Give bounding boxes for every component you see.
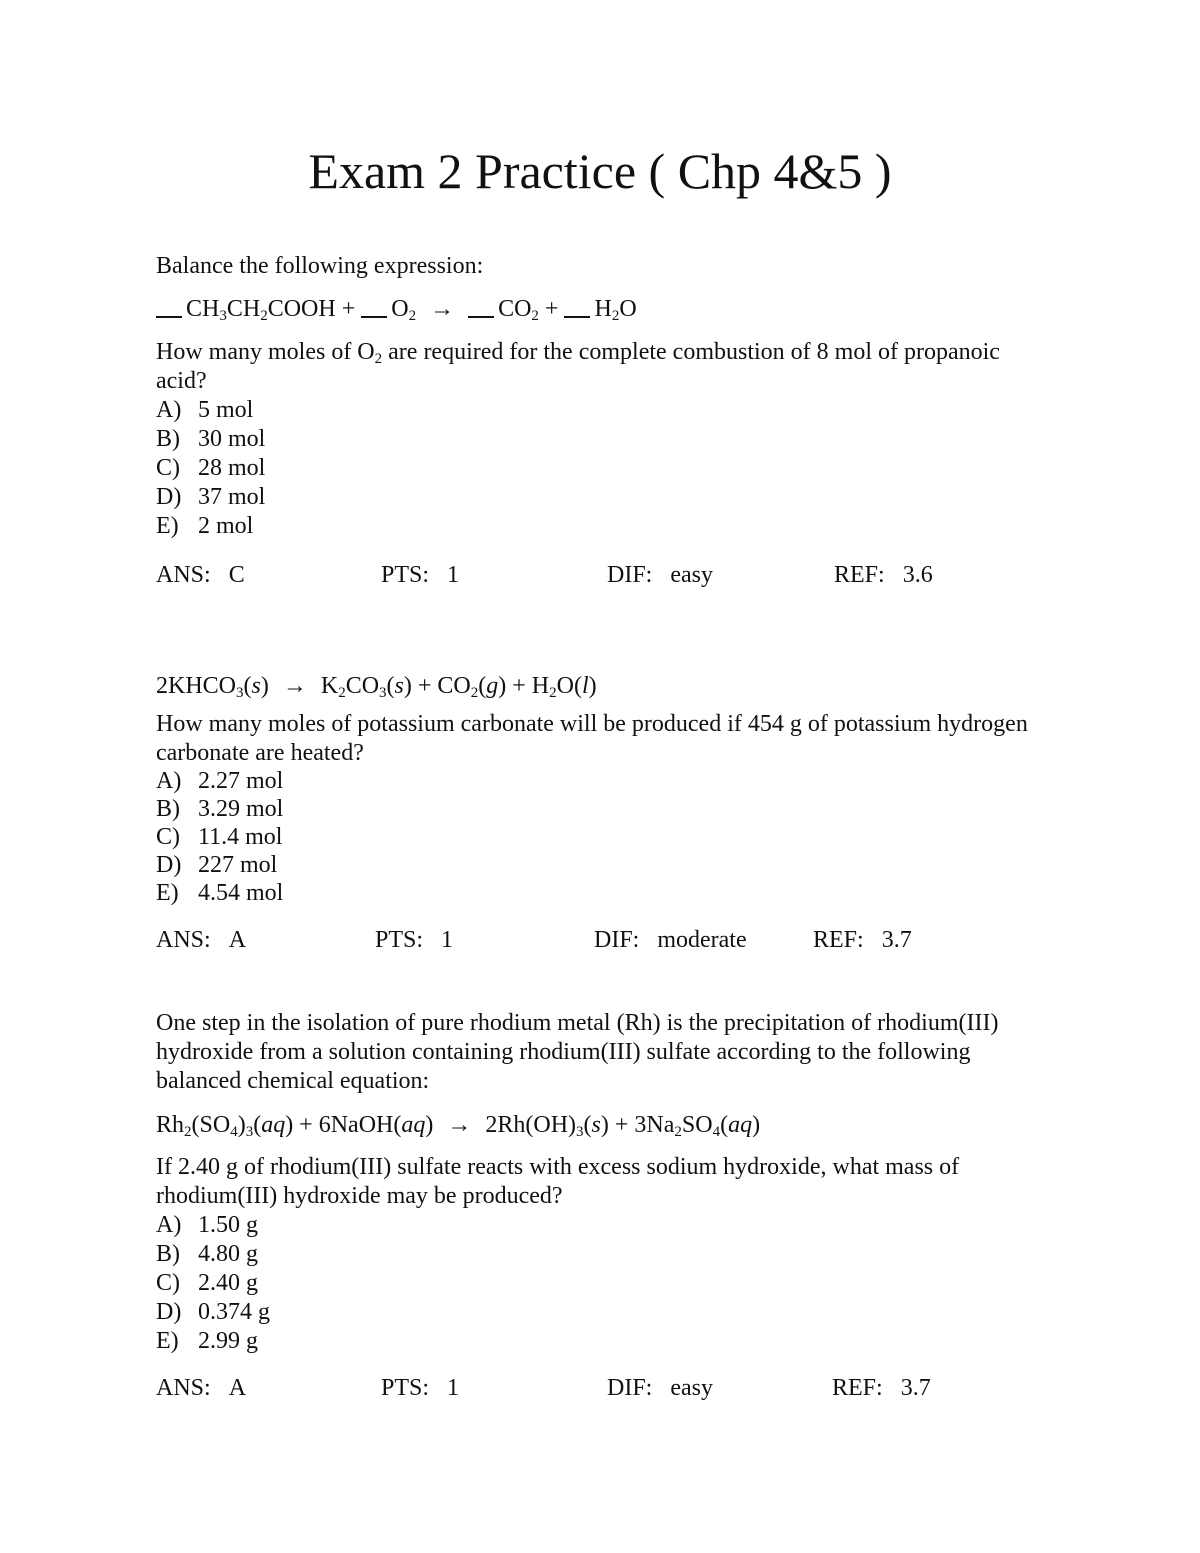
q1-instruction: Balance the following expression:: [156, 253, 484, 279]
q1-points: PTS: 1: [381, 562, 460, 588]
q3-answer: ANS: A: [156, 1375, 247, 1401]
blank-line: [468, 298, 494, 318]
q1-option-d: D) 37 mol: [156, 484, 266, 510]
q2-reference: REF: 3.7: [813, 927, 912, 953]
q3-intro-line1: One step in the isolation of pure rhodium metal (Rh) is the precipitation of rhodium(III): [156, 1010, 999, 1036]
q2-points: PTS: 1: [375, 927, 454, 953]
q2-option-c: C) 11.4 mol: [156, 824, 283, 850]
reaction-arrow: →: [447, 1112, 472, 1138]
q2-question-line2: carbonate are heated?: [156, 740, 364, 766]
q3-option-e: E) 2.99 g: [156, 1328, 258, 1354]
q3-option-d: D) 0.374 g: [156, 1299, 270, 1325]
reaction-arrow: →: [430, 296, 455, 322]
q1-equation: $CH_3CH_2COOH + O_2 \to CO_2 + H_2O$: [156, 295, 637, 324]
q3-option-a: A) 1.50 g: [156, 1212, 258, 1238]
q3-option-c: C) 2.40 g: [156, 1270, 258, 1296]
q1-option-b: B) 30 mol: [156, 426, 266, 452]
q1-answer: ANS: C: [156, 562, 245, 588]
q1-question-line1: How many moles of $O_2$ are required for the complete combustion of 8 mol of propanoic: [156, 339, 1000, 367]
q3-points: PTS: 1: [381, 1375, 460, 1401]
q2-option-d: D) 227 mol: [156, 852, 278, 878]
q2-option-e: E) 4.54 mol: [156, 880, 284, 906]
blank-line: [361, 298, 387, 318]
q2-option-b: B) 3.29 mol: [156, 796, 284, 822]
blank-line: [156, 298, 182, 318]
q1-option-a: A) 5 mol: [156, 397, 254, 423]
reaction-arrow: →: [282, 673, 307, 699]
q2-equation: $2KHCO_3(s) \to K_2CO_3(s) + CO_2(g) + H_2O(l)$: [156, 673, 597, 701]
q3-intro-line2: hydroxide from a solution containing rhodium(III) sulfate according to the following: [156, 1039, 971, 1065]
blank-line: [564, 298, 590, 318]
q3-reference: REF: 3.7: [832, 1375, 931, 1401]
q2-option-a: A) 2.27 mol: [156, 768, 284, 794]
q2-answer: ANS: A: [156, 927, 247, 953]
q1-option-c: C) 28 mol: [156, 455, 266, 481]
q2-difficulty: DIF: moderate: [594, 927, 747, 953]
q2-question-line1: How many moles of potassium carbonate will be produced if 454 g of potassium hydrogen: [156, 711, 1028, 737]
q3-option-b: B) 4.80 g: [156, 1241, 258, 1267]
page-title: Exam 2 Practice ( Chp 4&5 ): [308, 143, 892, 199]
q1-difficulty: DIF: easy: [607, 562, 713, 588]
q3-question-line2: rhodium(III) hydroxide may be produced?: [156, 1183, 563, 1209]
q1-option-e: E) 2 mol: [156, 513, 254, 539]
q1-reference: REF: 3.6: [834, 562, 933, 588]
q3-question-line1: If 2.40 g of rhodium(III) sulfate reacts with excess sodium hydroxide, what mass of: [156, 1154, 960, 1180]
q3-difficulty: DIF: easy: [607, 1375, 713, 1401]
q1-question-line2: acid?: [156, 368, 207, 394]
q3-equation: $Rh_2(SO_4)_3(aq)$ + 6NaOH(aq) → $2Rh(OH)_3(s) + 3Na_2SO_4(aq)$: [156, 1112, 761, 1140]
q3-intro-line3: balanced chemical equation:: [156, 1068, 430, 1094]
